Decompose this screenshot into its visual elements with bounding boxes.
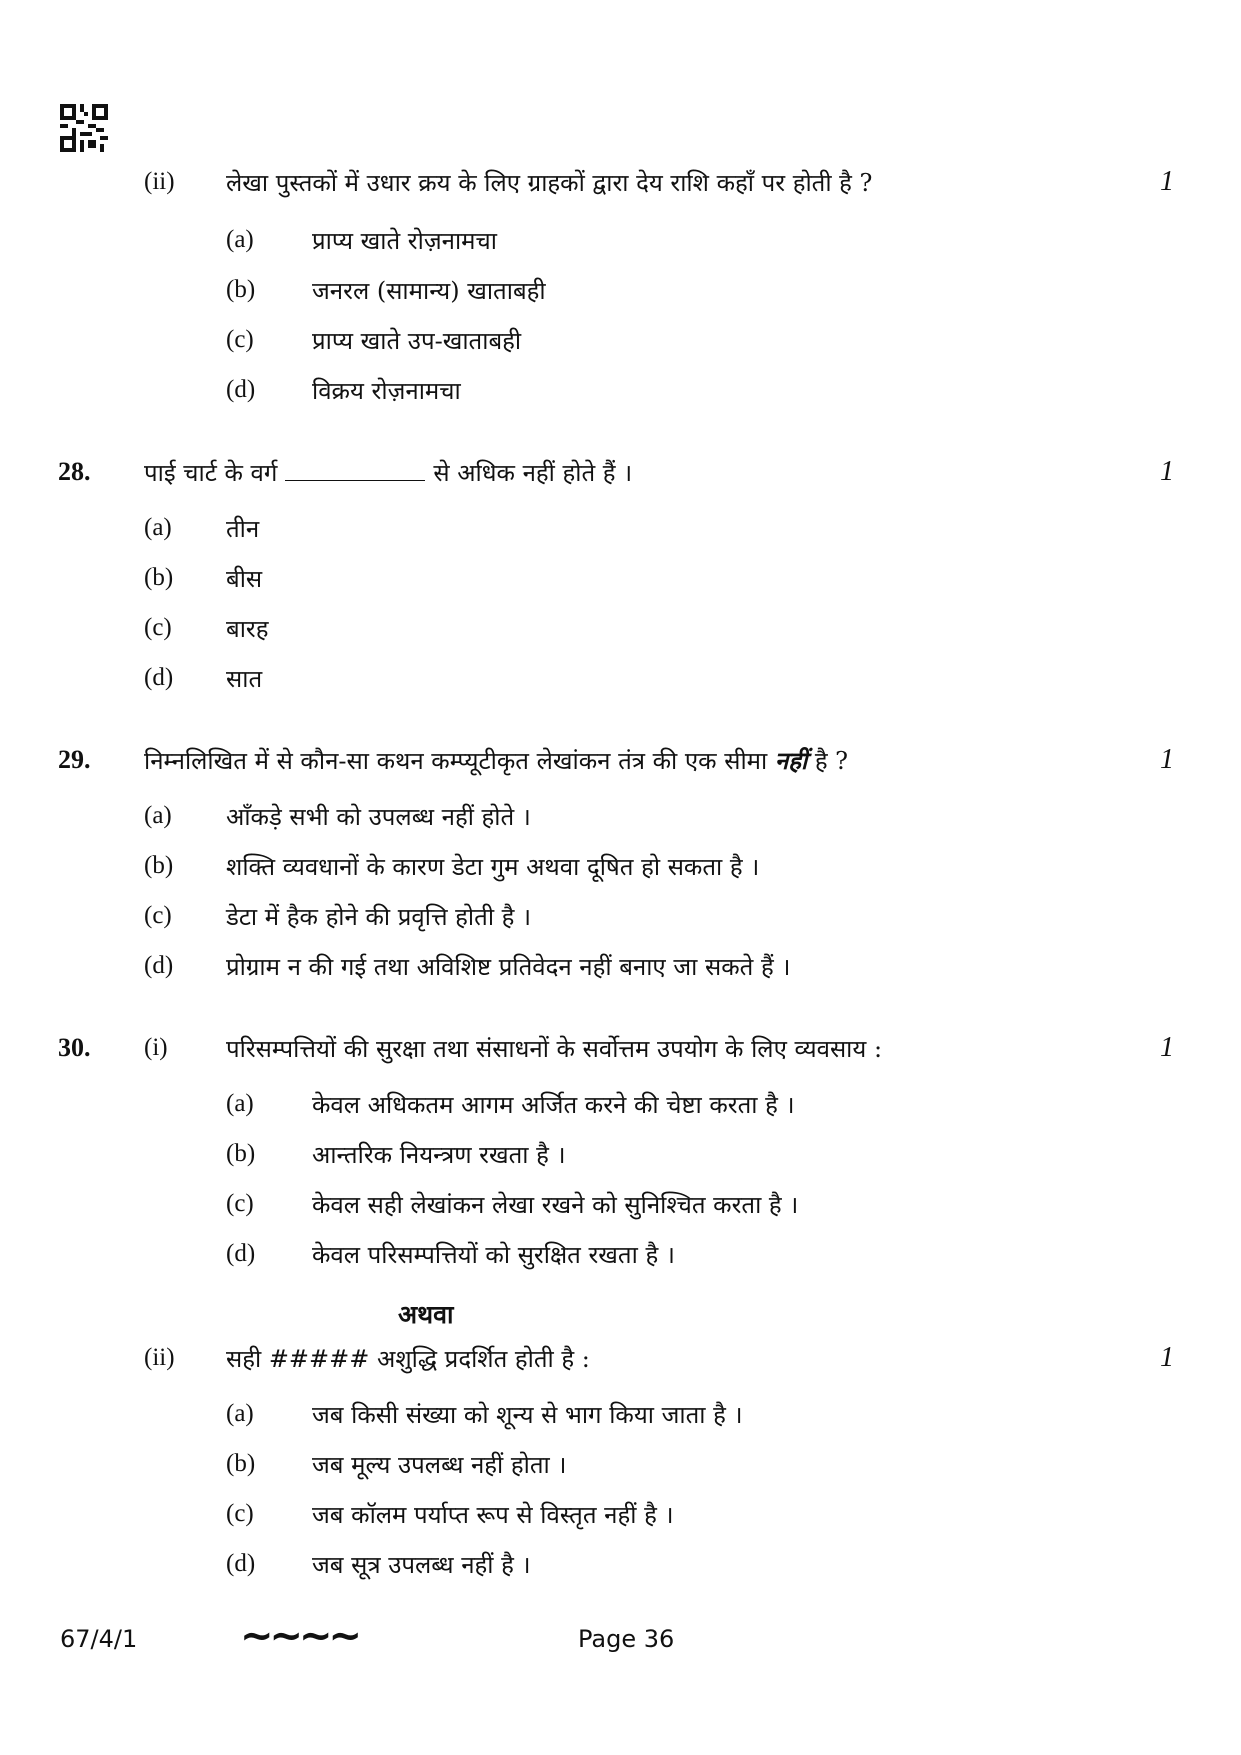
q29-stem-before: निम्नलिखित में से कौन-सा कथन कम्प्यूटीकृत लेखांकन तंत्र की एक सीमा	[144, 747, 768, 775]
blank-underline	[285, 456, 425, 481]
q27-sub-number: (ii)	[144, 168, 175, 195]
q28-marks: 1	[1160, 456, 1174, 487]
q28-number: 28.	[58, 457, 91, 486]
q30-ii-option-text: जब किसी संख्या को शून्य से भाग किया जाता है ।	[312, 1401, 743, 1429]
q27-option-text: प्राप्य खाते रोज़नामचा	[312, 227, 497, 255]
q30-i-option-text: केवल परिसम्पत्तियों को सुरक्षित रखता है ।	[312, 1241, 675, 1269]
qr-code-icon	[60, 104, 108, 152]
q29-stem-emphasis: नहीं	[774, 746, 808, 775]
q30-ii-option-letter: (a)	[226, 1400, 254, 1427]
q27-option-letter: (c)	[226, 326, 254, 353]
q28-option-letter: (c)	[144, 614, 172, 641]
q28-stem-before: पाई चार्ट के वर्ग	[144, 459, 278, 487]
q30-i-option-letter: (c)	[226, 1190, 254, 1217]
q30-ii-option-text: जब कॉलम पर्याप्त रूप से विस्तृत नहीं है ।	[312, 1501, 674, 1529]
q29-option-letter: (a)	[144, 802, 172, 829]
q30-i-option-text: केवल अधिकतम आगम अर्जित करने की चेष्टा करता है ।	[312, 1091, 795, 1119]
q27-option-text: जनरल (सामान्य) खाताबही	[312, 277, 546, 305]
q29-question-text	[144, 744, 848, 777]
q30-i-marks: 1	[1160, 1032, 1174, 1063]
q29-option-letter: (b)	[144, 852, 174, 879]
q30-number: 30.	[58, 1033, 91, 1062]
q27-question-text: लेखा पुस्तकों में उधार क्रय के लिए ग्राहकों द्वारा देय राशि कहाँ पर होती है ?	[226, 169, 873, 197]
q27-option-text: प्राप्य खाते उप-खाताबही	[312, 327, 522, 355]
q30-sub-number: (i)	[144, 1034, 168, 1061]
q28-stem-after: से अधिक नहीं होते हैं ।	[433, 459, 633, 487]
q29-stem-after: है ?	[814, 747, 849, 775]
q28-option-text: बारह	[226, 615, 269, 643]
q27-option-text: विक्रय रोज़नामचा	[312, 377, 461, 405]
q30-i-option-letter: (a)	[226, 1090, 254, 1117]
footer-tilde-ornament: ~~~~	[240, 1613, 359, 1659]
q27-marks: 1	[1160, 166, 1174, 197]
paper-code: 67/4/1	[60, 1625, 138, 1653]
q30-i-question-text: परिसम्पत्तियों की सुरक्षा तथा संसाधनों के सर्वोत्तम उपयोग के लिए व्यवसाय :	[226, 1035, 883, 1063]
q27-option-letter: (b)	[226, 276, 256, 303]
q28-option-text: सात	[226, 665, 263, 693]
q30-ii-option-text: जब मूल्य उपलब्ध नहीं होता ।	[312, 1451, 567, 1479]
q30-ii-option-letter: (c)	[226, 1500, 254, 1527]
q28-option-text: तीन	[226, 515, 260, 543]
q29-option-letter: (d)	[144, 952, 174, 979]
q29-option-text: डेटा में हैक होने की प्रवृत्ति होती है ।	[226, 903, 532, 931]
q30-i-option-text: आन्तरिक नियन्त्रण रखता है ।	[312, 1141, 566, 1169]
or-separator: अथवा	[398, 1300, 454, 1329]
q30-ii-marks: 1	[1160, 1342, 1174, 1373]
q30-i-option-letter: (d)	[226, 1240, 256, 1267]
q30-ii-option-letter: (b)	[226, 1450, 256, 1477]
q28-option-letter: (b)	[144, 564, 174, 591]
q30-ii-option-letter: (d)	[226, 1550, 256, 1577]
q28-question-text	[144, 456, 632, 489]
q30-i-option-text: केवल सही लेखांकन लेखा रखने को सुनिश्चित करता है ।	[312, 1191, 799, 1219]
q28-option-letter: (d)	[144, 664, 174, 691]
q29-number: 29.	[58, 745, 91, 774]
q27-option-letter: (d)	[226, 376, 256, 403]
page-number: Page 36	[578, 1625, 675, 1653]
q28-option-text: बीस	[226, 565, 263, 593]
q29-option-text: प्रोग्राम न की गई तथा अविशिष्ट प्रतिवेदन नहीं बनाए जा सकते हैं ।	[226, 953, 791, 981]
q30-i-option-letter: (b)	[226, 1140, 256, 1167]
q30-ii-question-text: सही ##### अशुद्धि प्रदर्शित होती है :	[226, 1345, 590, 1373]
q29-option-text: शक्ति व्यवधानों के कारण डेटा गुम अथवा दूषित हो सकता है ।	[226, 853, 760, 881]
q28-option-letter: (a)	[144, 514, 172, 541]
q30-ii-sub-number: (ii)	[144, 1344, 175, 1371]
q29-marks: 1	[1160, 744, 1174, 775]
q30-ii-option-text: जब सूत्र उपलब्ध नहीं है ।	[312, 1551, 531, 1579]
q29-option-text: आँकड़े सभी को उपलब्ध नहीं होते ।	[226, 803, 531, 831]
q29-option-letter: (c)	[144, 902, 172, 929]
q27-option-letter: (a)	[226, 226, 254, 253]
